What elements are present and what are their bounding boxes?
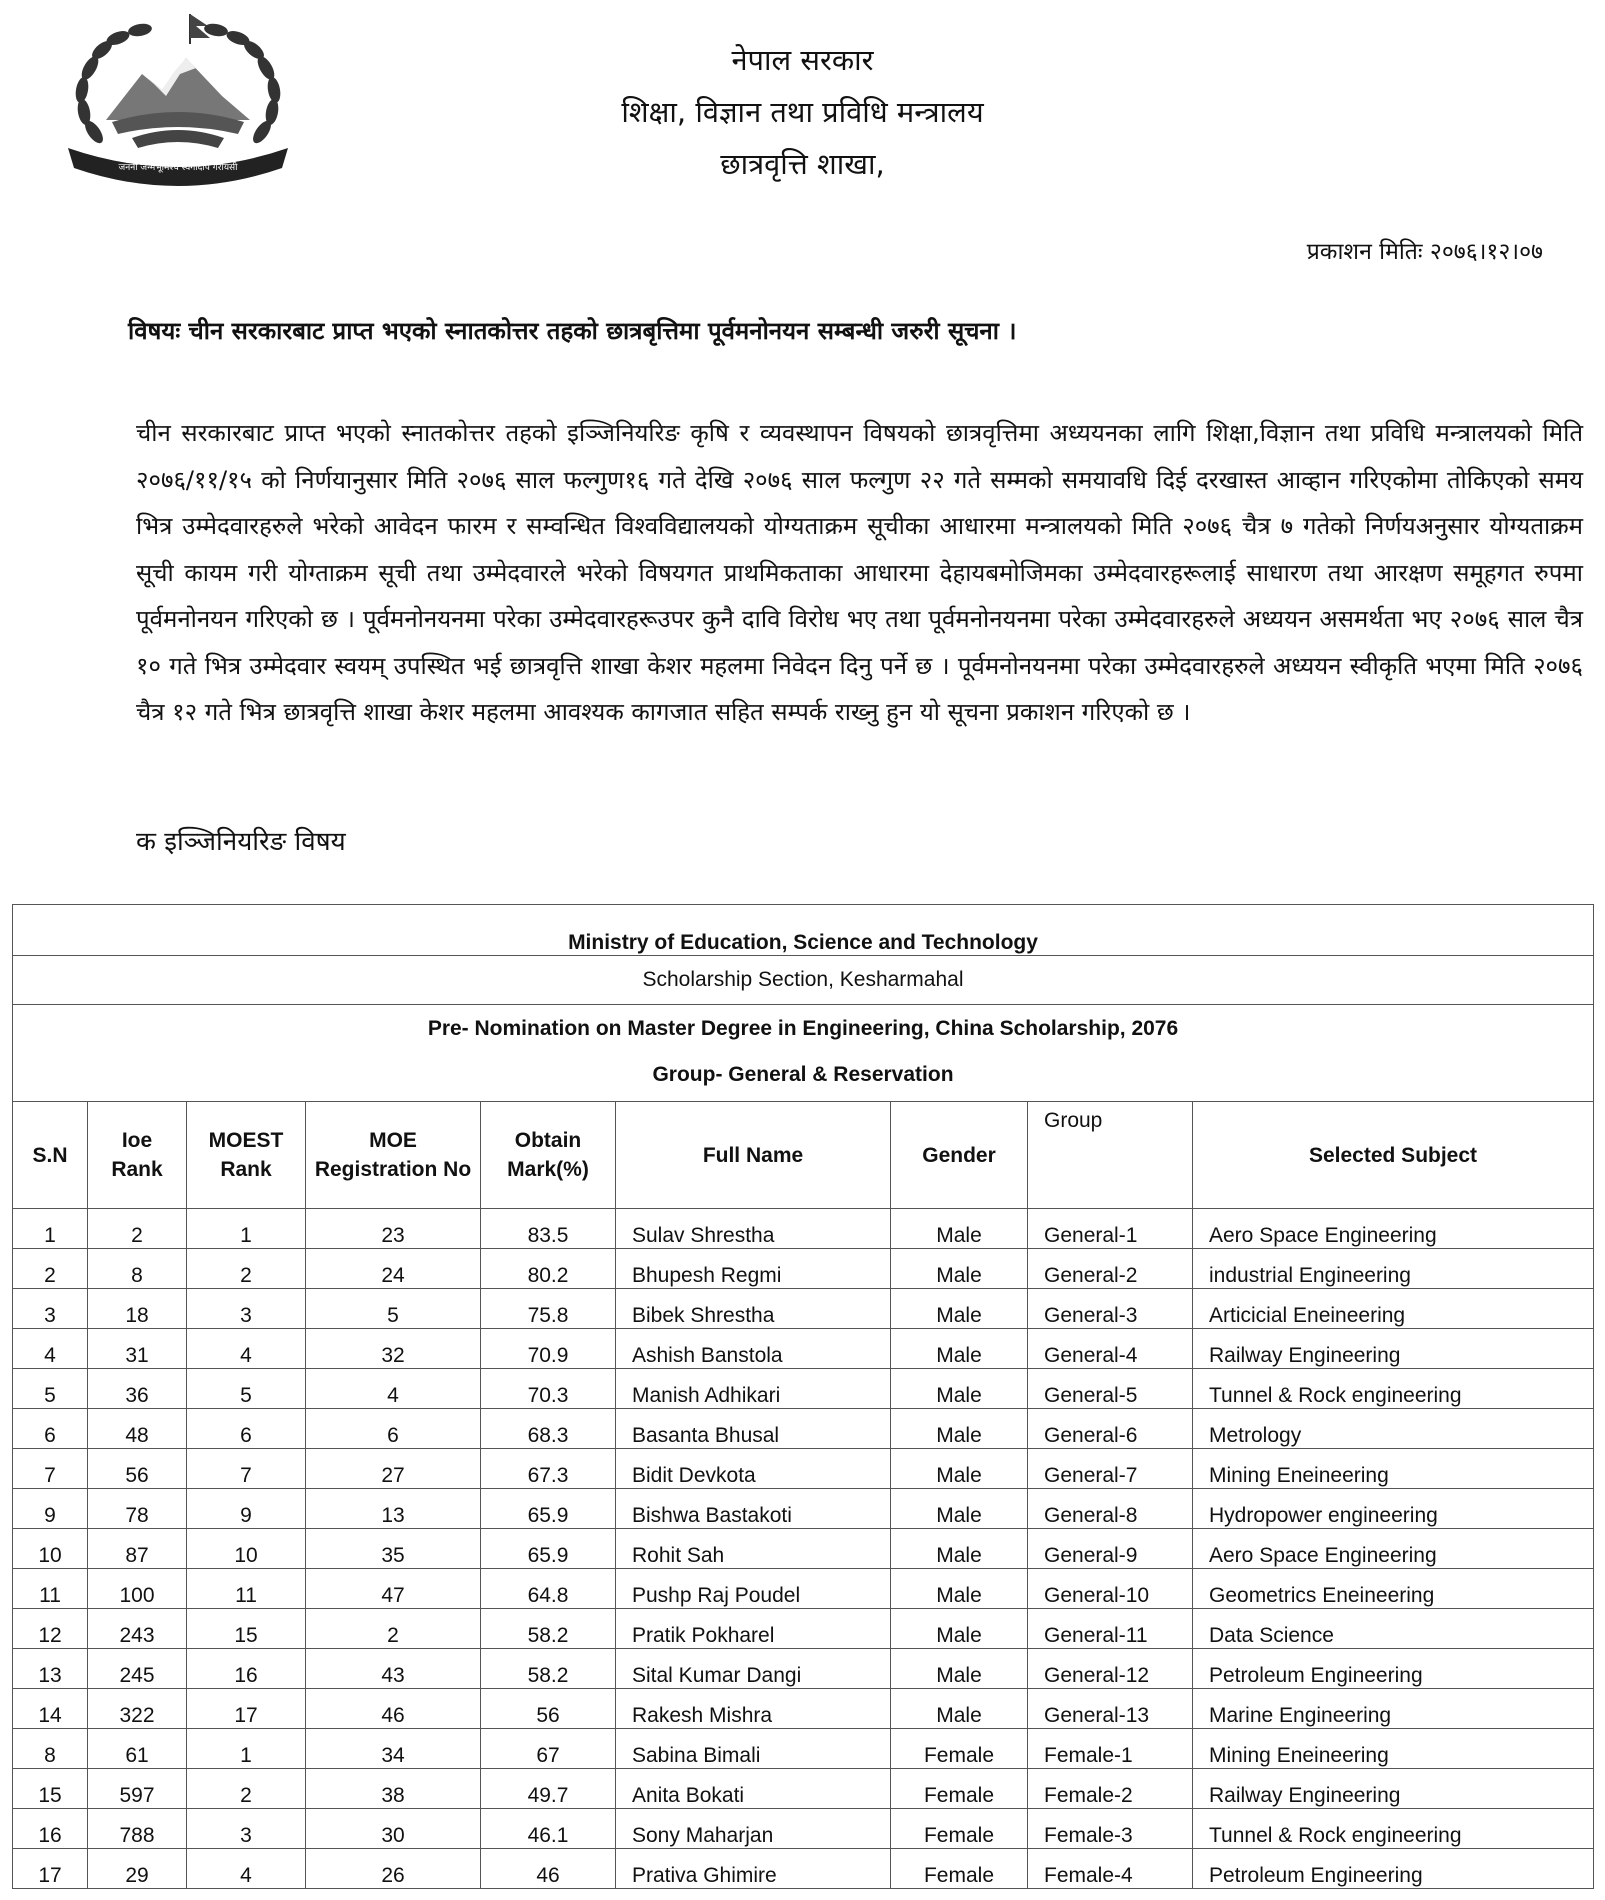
col-sn: S.N	[13, 1102, 88, 1209]
cell-gender: Female	[891, 1769, 1028, 1809]
table-row	[13, 1369, 1594, 1409]
cell-sn: 13	[13, 1649, 88, 1689]
cell-mark: 64.8	[481, 1569, 616, 1609]
cell-gender: Male	[891, 1209, 1028, 1249]
cell-group: General-4	[1028, 1329, 1193, 1369]
cell-subject: Marine Engineering	[1193, 1689, 1594, 1729]
table-row	[13, 1569, 1594, 1609]
cell-name: Prativa Ghimire	[616, 1849, 891, 1889]
cell-registration: 34	[306, 1729, 481, 1769]
cell-name: Manish Adhikari	[616, 1369, 891, 1409]
cell-registration: 27	[306, 1449, 481, 1489]
cell-ioe-rank: 243	[88, 1609, 187, 1649]
table-row	[13, 1329, 1594, 1369]
notice-subject: विषयः चीन सरकारबाट प्राप्त भएको स्नातकोत्तर तहको छात्रबृत्तिमा पूर्वमनोनयन सम्बन्धी जरुरी सूचना ।	[128, 317, 1017, 345]
cell-subject: Hydropower engineering	[1193, 1489, 1594, 1529]
cell-mark: 65.9	[481, 1489, 616, 1529]
cell-name: Bishwa Bastakoti	[616, 1489, 891, 1529]
table-row	[13, 1489, 1594, 1529]
table-title-section: Scholarship Section, Kesharmahal	[13, 956, 1594, 1005]
cell-moest-rank: 4	[187, 1329, 306, 1369]
col-moest-rank: MOEST Rank	[187, 1102, 306, 1209]
cell-gender: Male	[891, 1289, 1028, 1329]
cell-mark: 70.9	[481, 1329, 616, 1369]
cell-registration: 26	[306, 1849, 481, 1889]
cell-sn: 15	[13, 1769, 88, 1809]
cell-group: General-6	[1028, 1409, 1193, 1449]
cell-sn: 12	[13, 1609, 88, 1649]
cell-moest-rank: 1	[187, 1729, 306, 1769]
cell-gender: Male	[891, 1649, 1028, 1689]
cell-ioe-rank: 48	[88, 1409, 187, 1449]
cell-gender: Male	[891, 1489, 1028, 1529]
cell-subject: Articicial Eneineering	[1193, 1289, 1594, 1329]
cell-moest-rank: 2	[187, 1249, 306, 1289]
cell-name: Bhupesh Regmi	[616, 1249, 891, 1289]
cell-gender: Male	[891, 1249, 1028, 1289]
cell-registration: 46	[306, 1689, 481, 1729]
cell-gender: Male	[891, 1569, 1028, 1609]
cell-group: General-5	[1028, 1369, 1193, 1409]
cell-name: Basanta Bhusal	[616, 1409, 891, 1449]
cell-group: Female-4	[1028, 1849, 1193, 1889]
cell-mark: 56	[481, 1689, 616, 1729]
cell-subject: Petroleum Engineering	[1193, 1849, 1594, 1889]
notice-body: चीन सरकारबाट प्राप्त भएको स्नातकोत्तर तहको इञ्जिनियरिङ कृषि र व्यवस्थापन विषयको छात्रवृत्तिमा अध्ययनका लागि शिक्षा,विज्ञान तथा प्रविधि मन्त्रालयको मिति २०७६/११/१५ को निर्णयानुसार मिति २०७६ साल फल्गुण१६ गते देखि २०७६ साल फल्गुण २२ गते सम्मको समयावधि दिई दरखास्त आव्हान गरिएकोमा तोकिएको समय भित्र उम्मेदवारहरुले भरेको आवेदन फारम र सम्वन्धित विश्वविद्यालयको योग्यताक्रम सूचीका आधारमा मन्त्रालयको मिति २०७६ चैत्र ७ गतेको निर्णयअनुसार योग्यताक्रम सूची कायम गरी योग्ताक्रम सूची तथा उम्मेदवारले भरेको विषयगत प्राथमिकताका आधारमा देहायबमोजिमका उम्मेदवारहरूलाई साधारण तथा आरक्षण समूहगत रुपमा पूर्वमनोनयन गरिएको छ । पूर्वमनोनयनमा परेका उम्मेदवारहरूउपर कुनै दावि विरोध भए तथा पूर्वमनोनयनमा परेका उम्मेदवारहरुले अध्ययन असमर्थता भए २०७६ साल चैत्र १० गते भित्र उम्मेदवार स्वयम् उपस्थित भई छात्रवृत्ति शाखा केशर महलमा निवेदन दिनु पर्ने छ । पूर्वमनोनयनमा परेका उम्मेदवारहरुले अध्ययन स्वीकृति भएमा मिति २०७६ चैत्र १२ गते भित्र छात्रवृत्ति शाखा केशर महलमा आवश्यक कागजात सहित सम्पर्क राख्नु हुन यो सूचना प्रकाशन गरिएको छ ।	[136, 419, 1583, 726]
cell-gender: Male	[891, 1609, 1028, 1649]
cell-registration: 30	[306, 1809, 481, 1849]
cell-subject: industrial Engineering	[1193, 1249, 1594, 1289]
cell-name: Sony Maharjan	[616, 1809, 891, 1849]
cell-moest-rank: 6	[187, 1409, 306, 1449]
cell-mark: 58.2	[481, 1649, 616, 1689]
cell-subject: Petroleum Engineering	[1193, 1649, 1594, 1689]
cell-moest-rank: 16	[187, 1649, 306, 1689]
cell-sn: 11	[13, 1569, 88, 1609]
cell-registration: 23	[306, 1209, 481, 1249]
table-body	[13, 1209, 1594, 1889]
cell-gender: Male	[891, 1449, 1028, 1489]
table-row	[13, 1609, 1594, 1649]
cell-registration: 38	[306, 1769, 481, 1809]
cell-group: General-11	[1028, 1609, 1193, 1649]
cell-subject: Railway Engineering	[1193, 1769, 1594, 1809]
cell-gender: Male	[891, 1329, 1028, 1369]
col-ioe-rank: Ioe Rank	[88, 1102, 187, 1209]
col-full-name: Full Name	[616, 1102, 891, 1209]
cell-group: Female-3	[1028, 1809, 1193, 1849]
table-title-group: Group- General & Reservation	[652, 1063, 954, 1086]
publication-date: प्रकाशन मितिः २०७६।१२।०७	[1306, 239, 1543, 265]
cell-mark: 46.1	[481, 1809, 616, 1849]
table-row	[13, 1729, 1594, 1769]
table-row	[13, 1849, 1594, 1889]
cell-sn: 3	[13, 1289, 88, 1329]
cell-registration: 24	[306, 1249, 481, 1289]
cell-sn: 10	[13, 1529, 88, 1569]
cell-gender: Male	[891, 1409, 1028, 1449]
nomination-table	[12, 904, 1594, 1889]
cell-group: Female-2	[1028, 1769, 1193, 1809]
cell-sn: 9	[13, 1489, 88, 1529]
cell-registration: 47	[306, 1569, 481, 1609]
cell-sn: 6	[13, 1409, 88, 1449]
cell-gender: Male	[891, 1689, 1028, 1729]
table-row	[13, 1249, 1594, 1289]
cell-name: Anita Bokati	[616, 1769, 891, 1809]
table-row	[13, 1449, 1594, 1489]
cell-moest-rank: 7	[187, 1449, 306, 1489]
cell-mark: 80.2	[481, 1249, 616, 1289]
header-government: नेपाल सरकार	[731, 43, 874, 77]
cell-moest-rank: 3	[187, 1289, 306, 1329]
cell-ioe-rank: 29	[88, 1849, 187, 1889]
cell-name: Ashish Banstola	[616, 1329, 891, 1369]
cell-ioe-rank: 597	[88, 1769, 187, 1809]
cell-name: Bidit Devkota	[616, 1449, 891, 1489]
section-heading: क इञ्जिनियरिङ विषय	[136, 827, 346, 857]
cell-name: Rakesh Mishra	[616, 1689, 891, 1729]
cell-moest-rank: 9	[187, 1489, 306, 1529]
cell-ioe-rank: 788	[88, 1809, 187, 1849]
cell-moest-rank: 3	[187, 1809, 306, 1849]
cell-sn: 1	[13, 1209, 88, 1249]
cell-sn: 16	[13, 1809, 88, 1849]
cell-moest-rank: 4	[187, 1849, 306, 1889]
cell-group: General-9	[1028, 1529, 1193, 1569]
cell-sn: 14	[13, 1689, 88, 1729]
cell-moest-rank: 17	[187, 1689, 306, 1729]
cell-gender: Male	[891, 1529, 1028, 1569]
cell-mark: 49.7	[481, 1769, 616, 1809]
cell-group: General-7	[1028, 1449, 1193, 1489]
cell-group: General-1	[1028, 1209, 1193, 1249]
cell-mark: 83.5	[481, 1209, 616, 1249]
cell-ioe-rank: 56	[88, 1449, 187, 1489]
cell-gender: Female	[891, 1809, 1028, 1849]
cell-gender: Female	[891, 1849, 1028, 1889]
cell-mark: 58.2	[481, 1609, 616, 1649]
cell-group: General-3	[1028, 1289, 1193, 1329]
col-selected-subject: Selected Subject	[1193, 1102, 1594, 1209]
table-row	[13, 1769, 1594, 1809]
cell-subject: Tunnel & Rock engineering	[1193, 1809, 1594, 1849]
cell-name: Pratik Pokharel	[616, 1609, 891, 1649]
cell-ioe-rank: 31	[88, 1329, 187, 1369]
cell-ioe-rank: 100	[88, 1569, 187, 1609]
cell-registration: 43	[306, 1649, 481, 1689]
cell-registration: 6	[306, 1409, 481, 1449]
table-row	[13, 1529, 1594, 1569]
table-row	[13, 1689, 1594, 1729]
cell-subject: Tunnel & Rock engineering	[1193, 1369, 1594, 1409]
cell-group: Female-1	[1028, 1729, 1193, 1769]
cell-subject: Aero Space Engineering	[1193, 1529, 1594, 1569]
cell-ioe-rank: 322	[88, 1689, 187, 1729]
col-group: Group	[1028, 1102, 1193, 1209]
col-gender: Gender	[891, 1102, 1028, 1209]
cell-mark: 68.3	[481, 1409, 616, 1449]
cell-moest-rank: 5	[187, 1369, 306, 1409]
table-header-row	[13, 1102, 1594, 1209]
emblem-motto: जननी जन्मभूमिश्च स्वर्गादपि गरीयसी	[118, 163, 238, 173]
cell-moest-rank: 1	[187, 1209, 306, 1249]
cell-subject: Mining Eneineering	[1193, 1449, 1594, 1489]
cell-subject: Metrology	[1193, 1409, 1594, 1449]
cell-registration: 5	[306, 1289, 481, 1329]
cell-moest-rank: 10	[187, 1529, 306, 1569]
table-row	[13, 1209, 1594, 1249]
cell-registration: 4	[306, 1369, 481, 1409]
header-section: छात्रवृत्ति शाखा,	[720, 147, 885, 181]
table-title-block	[13, 1005, 1594, 1102]
cell-sn: 17	[13, 1849, 88, 1889]
cell-ioe-rank: 2	[88, 1209, 187, 1249]
cell-mark: 65.9	[481, 1529, 616, 1569]
cell-gender: Female	[891, 1729, 1028, 1769]
cell-registration: 2	[306, 1609, 481, 1649]
cell-name: Sabina Bimali	[616, 1729, 891, 1769]
cell-subject: Aero Space Engineering	[1193, 1209, 1594, 1249]
table-title-nomination: Pre- Nomination on Master Degree in Engineering, China Scholarship, 2076	[427, 1017, 1179, 1040]
cell-mark: 67	[481, 1729, 616, 1769]
cell-subject: Data Science	[1193, 1609, 1594, 1649]
cell-ioe-rank: 61	[88, 1729, 187, 1769]
cell-registration: 35	[306, 1529, 481, 1569]
cell-group: General-2	[1028, 1249, 1193, 1289]
cell-sn: 5	[13, 1369, 88, 1409]
cell-ioe-rank: 245	[88, 1649, 187, 1689]
cell-mark: 70.3	[481, 1369, 616, 1409]
cell-group: General-12	[1028, 1649, 1193, 1689]
col-obtain-mark: Obtain Mark(%)	[481, 1102, 616, 1209]
cell-moest-rank: 2	[187, 1769, 306, 1809]
cell-ioe-rank: 8	[88, 1249, 187, 1289]
cell-ioe-rank: 78	[88, 1489, 187, 1529]
cell-ioe-rank: 36	[88, 1369, 187, 1409]
cell-mark: 75.8	[481, 1289, 616, 1329]
table-row	[13, 1649, 1594, 1689]
header-ministry: शिक्षा, विज्ञान तथा प्रविधि मन्त्रालय	[621, 95, 984, 129]
cell-sn: 4	[13, 1329, 88, 1369]
cell-name: Bibek Shrestha	[616, 1289, 891, 1329]
cell-group: General-13	[1028, 1689, 1193, 1729]
cell-ioe-rank: 18	[88, 1289, 187, 1329]
cell-moest-rank: 11	[187, 1569, 306, 1609]
cell-subject: Geometrics Eneineering	[1193, 1569, 1594, 1609]
cell-sn: 7	[13, 1449, 88, 1489]
table-row	[13, 1289, 1594, 1329]
table-row	[13, 1809, 1594, 1849]
cell-mark: 46	[481, 1849, 616, 1889]
cell-subject: Mining Eneineering	[1193, 1729, 1594, 1769]
cell-name: Rohit Sah	[616, 1529, 891, 1569]
cell-registration: 32	[306, 1329, 481, 1369]
cell-name: Pushp Raj Poudel	[616, 1569, 891, 1609]
cell-name: Sital Kumar Dangi	[616, 1649, 891, 1689]
cell-name: Sulav Shrestha	[616, 1209, 891, 1249]
cell-group: General-10	[1028, 1569, 1193, 1609]
cell-mark: 67.3	[481, 1449, 616, 1489]
table-title-ministry: Ministry of Education, Science and Technology	[13, 905, 1594, 956]
cell-gender: Male	[891, 1369, 1028, 1409]
cell-sn: 8	[13, 1729, 88, 1769]
col-moe-registration: MOE Registration No	[306, 1102, 481, 1209]
table-row	[13, 1409, 1594, 1449]
cell-group: General-8	[1028, 1489, 1193, 1529]
cell-subject: Railway Engineering	[1193, 1329, 1594, 1369]
cell-sn: 2	[13, 1249, 88, 1289]
cell-registration: 13	[306, 1489, 481, 1529]
cell-ioe-rank: 87	[88, 1529, 187, 1569]
cell-moest-rank: 15	[187, 1609, 306, 1649]
